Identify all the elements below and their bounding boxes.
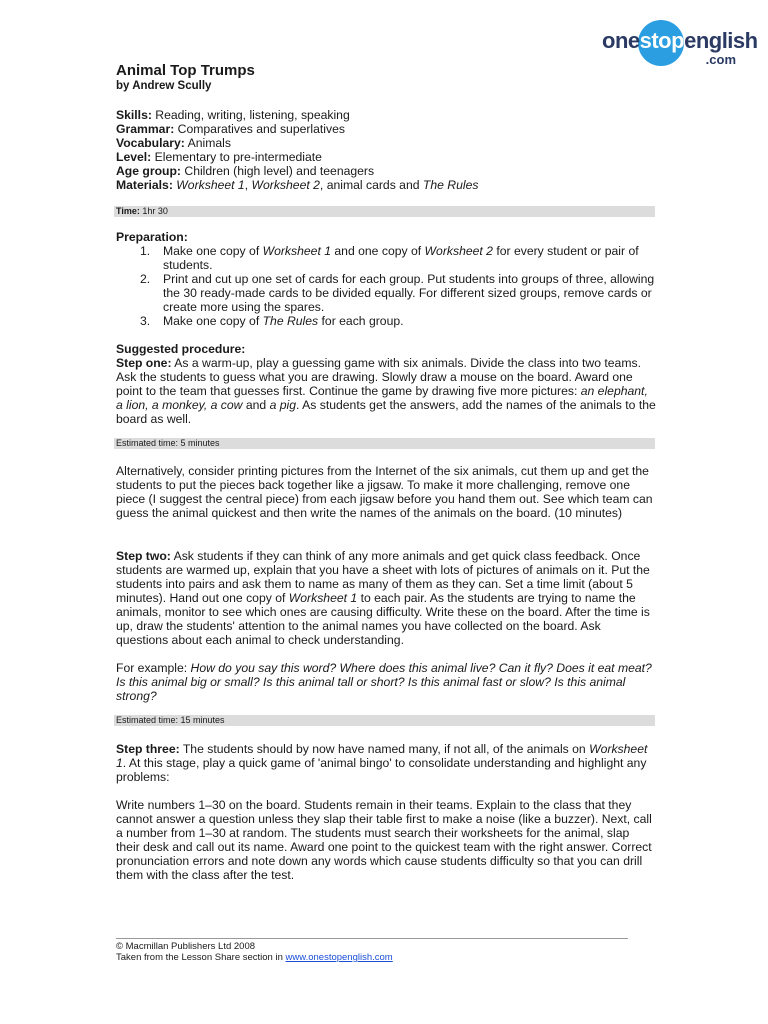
document-title: Animal Top Trumps — [116, 62, 255, 79]
step-one-paragraph: Step one: As a warm-up, play a guessing game with six animals. Divide the class into two teams. Ask the students to guess what you are drawing. Slowly draw a mouse on the board. Award one point to the team that guesses first. Continue the game by drawing five more pictures: an elephant, a lion, a monkey, a cow and a pig. As students get the answers, add the names of the animals to the board as well. — [116, 356, 656, 426]
meta-materials: Materials: Worksheet 1, Worksheet 2, animal cards and The Rules — [116, 178, 479, 192]
procedure-section — [116, 342, 656, 426]
footer-copyright: © Macmillan Publishers Ltd 2008 — [116, 941, 256, 952]
bingo-paragraph: Write numbers 1–30 on the board. Students remain in their teams. Explain to the class that they cannot answer a question unless they slap their table first to make a noise (like a buzzer). Next, call a number from 1–30 at random. The students must search their worksheets for the animal, slap their desk and call out its name. Award one point to the quickest team with the right answer. Correct pronunciation errors and note down any words which cause students difficulty so that you can drill them with the class after the test. — [116, 798, 652, 882]
logo-com: .com — [705, 52, 736, 67]
footer-source: Taken from the Lesson Share section in www.onestopenglish.com — [116, 952, 393, 963]
meta-skills: Skills: Reading, writing, listening, speaking — [116, 108, 350, 122]
step-two-paragraph: Step two: Ask students if they can think of any more animals and get quick class feedback. Once students are warmed up, explain that you have a sheet with lots of pictures of animals on it. Put the students into pairs and ask them to name as many of them as they can. Set a time limit (about 5 minutes). Hand out one copy of Worksheet 1 to each pair. As the students are trying to name the animals, monitor to see which ones are causing difficulty. Write these on the board. After the time is up, draw the students' attention to the animal names you have collected on the board. Ask questions about each animal to check understanding. — [116, 549, 650, 647]
estimated-time-bar: Estimated time: 5 minutes — [114, 438, 655, 449]
footer-divider — [116, 938, 628, 939]
logo-english: english — [684, 28, 758, 53]
example-paragraph: For example: How do you say this word? Where does this animal live? Can it fly? Does it eat meat? Is this animal big or small? Is this animal tall or short? Is this animal fast or slow? Is this animal strong? — [116, 661, 652, 703]
logo-stop: stop — [639, 28, 685, 53]
time-bar: Time: 1hr 30 — [114, 206, 655, 217]
meta-grammar: Grammar: Comparatives and superlatives — [116, 122, 345, 136]
onestopenglish-logo[interactable] — [600, 18, 758, 68]
meta-level: Level: Elementary to pre-intermediate — [116, 150, 322, 164]
meta-vocabulary: Vocabulary: Animals — [116, 136, 231, 150]
list-item: 2. Print and cut up one set of cards for each group. Put students into groups of three, allowing the 30 ready-made cards to be divided equally. For different sized groups, remove cards or create more using the spares. — [140, 272, 655, 314]
preparation-heading: Preparation: — [116, 230, 188, 244]
alternative-paragraph: Alternatively, consider printing pictures from the Internet of the six animals, cut them up and get the students to put the pieces back together like a jigsaw. To make it more challenging, remove one piece (I suggest the central piece) from each jigsaw before you hand them out. See which team can guess the animal quickest and then write the names of the animals on the board. (10 minutes) — [116, 464, 653, 520]
footer-link[interactable]: www.onestopenglish.com — [285, 952, 393, 963]
preparation-list — [116, 244, 656, 328]
list-item: 3. Make one copy of The Rules for each group. — [140, 314, 404, 328]
preparation-section — [116, 230, 656, 328]
step-three-paragraph: Step three: The students should by now have named many, if not all, of the animals on Worksheet 1. At this stage, play a quick game of 'animal bingo' to consolidate understanding and highlight any problems: — [116, 742, 648, 784]
logo-one: one — [602, 28, 640, 53]
estimated-time-bar: Estimated time: 15 minutes — [114, 715, 655, 726]
meta-age-group: Age group: Children (high level) and teenagers — [116, 164, 375, 178]
procedure-heading: Suggested procedure: — [116, 342, 246, 356]
document-author: by Andrew Scully — [116, 80, 212, 92]
list-item: 1. Make one copy of Worksheet 1 and one copy of Worksheet 2 for every student or pair of students. — [140, 244, 639, 272]
lesson-meta — [116, 108, 656, 192]
